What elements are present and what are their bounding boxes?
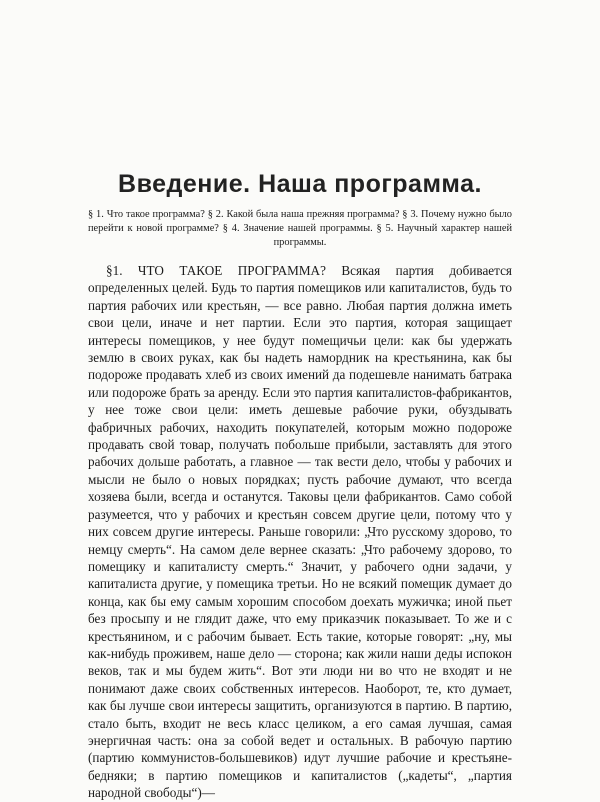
paragraph: §1. ЧТО ТАКОЕ ПРОГРАММА? Всякая партия добивается определенных целей. Будь то партия помещиков или капиталистов, будь то партия рабочих или крестьян, — все равно. Любая партия должна иметь свои цели, иначе и нет партии. Если это партия, которая защищает интересы помещиков, у нее будут помещичьи цели: как бы удержать землю в своих руках, как бы надеть намордник на крестьянина, как бы подороже продавать хлеб из своих имений да подешевле нанимать батрака или подороже брать за аренду. Если это партия капиталистов-фабрикантов, у нее тоже свои цели: иметь дешевые рабочие руки, обуздывать фабричных рабочих, находить покупателей, которым можно подороже продавать свой товар, получать побольше прибыли, заставлять для этого рабочих дольше работать, а главное — так вести дело, чтобы у рабочих и мысли не было о новых порядках; пусть рабочие думают, что всегда хозяева были, всегда и останутся. Таковы цели фабрикантов. Само собой разумеется, что у рабочих и крестьян совсем другие цели, потому что у них совсем другие интересы. Раньше говорили: „Что русскому здорово, то немцу смерть“. На самом деле вернее сказать: „Что рабочему здорово, то помещику и капиталисту смерть.“ Значит, у рабочего одни задачи, у капиталиста другие, у помещика третьи. Но не всякий помещик думает до конца, как бы ему самым хорошим способом доехать мужичка; иной пьет без просыпу и не глядит даже, что ему приказчик показывает. То же и с крестьянином, и с рабочим бывает. Есть такие, которые говорят: „ну, мы как-нибудь проживем, наше дело — сторона; как жили наши деды испокон веков, так и мы будем жить“. Вот эти люди ни во что не входят и не понимают даже своих собственных интересов. Наоборот, те, кто думает, как бы лучше свои интересы защитить, организуются в партию. В партию, стало быть, входит не весь класс целиком, а его самая лучшая, самая энергичная часть: она за собой ведет и остальных. В рабочую партию (партию коммунистов-большевиков) идут лучшие рабочие и крестьяне-бедняки; в партию помещиков и капиталистов („кадеты“, „партия народной свободы“)— bbox=[88, 263, 512, 801]
chapter-title: Введение. Наша программа. bbox=[118, 170, 482, 198]
chapter-contents: § 1. Что такое программа? § 2. Какой была наша прежняя программа? § 3. Почему нужно было перейти к новой программе? § 4. Значение нашей программы. § 5. Научный характер нашей программы. bbox=[88, 209, 512, 248]
body-text bbox=[88, 262, 512, 802]
